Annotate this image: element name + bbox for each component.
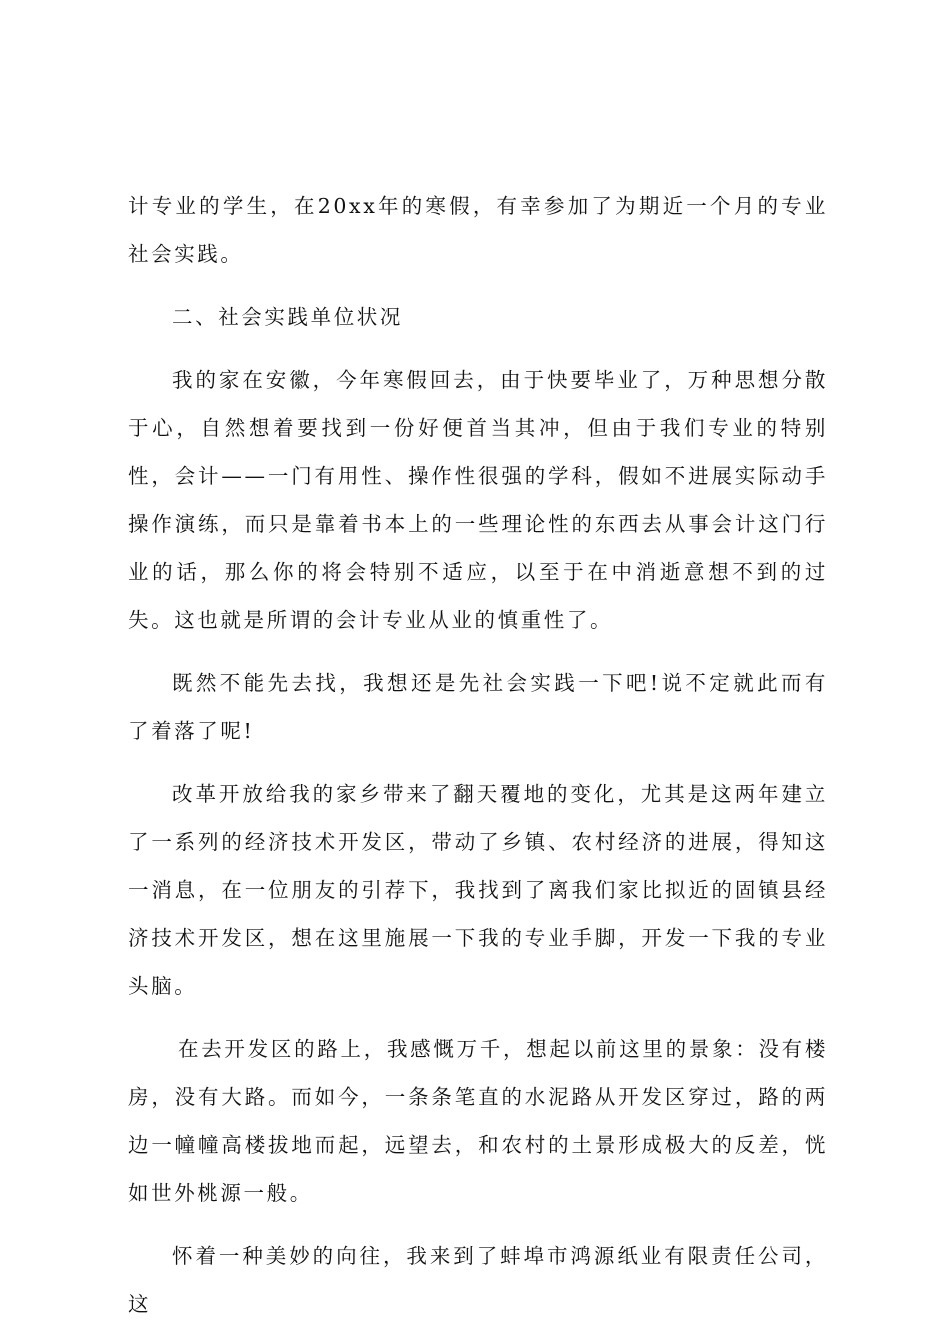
paragraph-continuation: 计专业的学生，在20xx年的寒假，有幸参加了为期近一个月的专业社会实践。 [128, 194, 828, 266]
paragraph: 既然不能先去找，我想还是先社会实践一下吧!说不定就此而有了着落了呢! [128, 671, 828, 743]
section-heading: 二、社会实践单位状况 [172, 305, 403, 329]
document-body [128, 182, 828, 1328]
paragraph: 怀着一种美妙的向往，我来到了蚌埠市鸿源纸业有限责任公司，这 [128, 1244, 828, 1316]
paragraph: 在去开发区的路上，我感慨万千，想起以前这里的景象：没有楼房，没有大路。而如今，一条条笔直的水泥路从开发区穿过，路的两边一幢幢高楼拔地而起，远望去，和农村的土景形成极大的反差，恍如世外桃源一般。 [128, 1037, 828, 1205]
paragraph: 我的家在安徽，今年寒假回去，由于快要毕业了，万种思想分散于心，自然想着要找到一份好便首当其冲，但由于我们专业的特别性，会计——一门有用性、操作性很强的学科，假如不进展实际动手操作演练，而只是靠着书本上的一些理论性的东西去从事会计这门行业的话，那么你的将会特别不适应，以至于在中消逝意想不到的过失。这也就是所谓的会计专业从业的慎重性了。 [128, 368, 828, 632]
paragraph: 改革开放给我的家乡带来了翻天覆地的变化，尤其是这两年建立了一系列的经济技术开发区，带动了乡镇、农村经济的进展，得知这一消息，在一位朋友的引荐下，我找到了离我们家比拟近的固镇县经济技术开发区，想在这里施展一下我的专业手脚，开发一下我的专业头脑。 [128, 782, 828, 998]
